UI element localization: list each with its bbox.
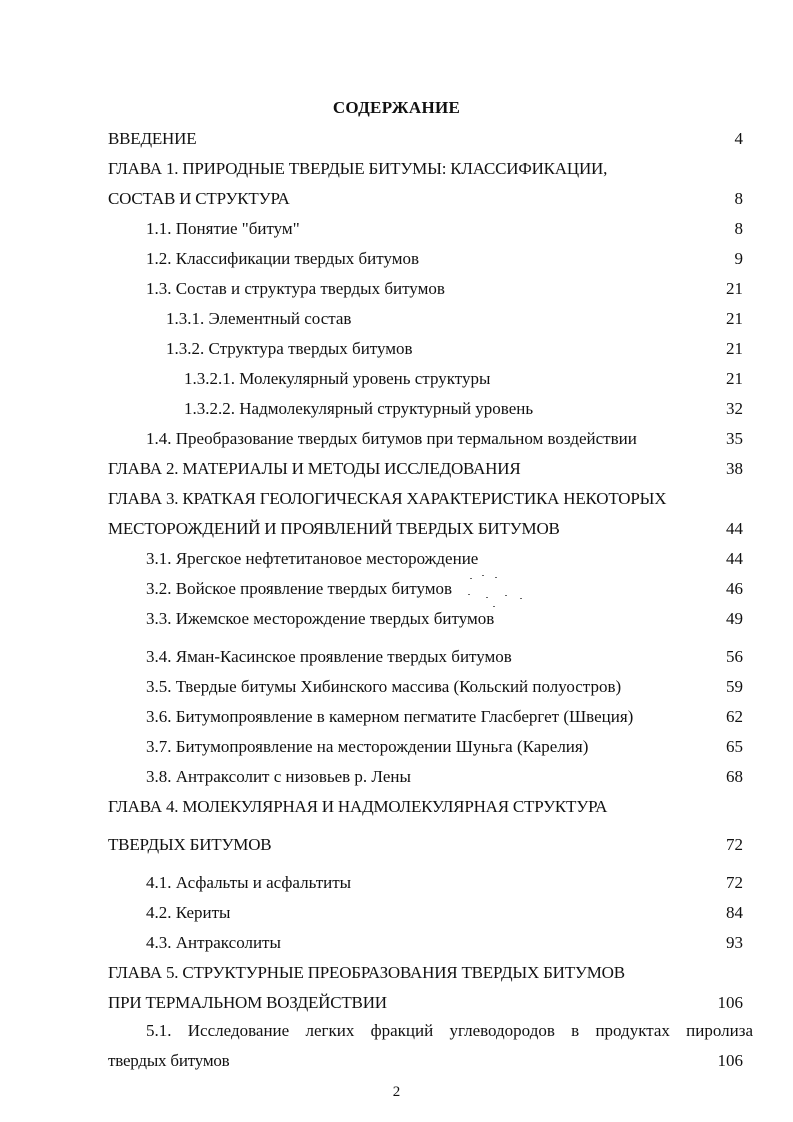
toc-entry[interactable] [0, 487, 793, 511]
toc-entry-page: 84 [726, 903, 743, 922]
toc-entry[interactable] [0, 1049, 793, 1073]
toc-entry-title: ГЛАВА 3. КРАТКАЯ ГЕОЛОГИЧЕСКАЯ ХАРАКТЕРИСТИКА НЕКОТОРЫХ [108, 489, 667, 508]
toc-entry[interactable] [0, 991, 793, 1015]
toc-entry-title: 1.4. Преобразование твердых битумов при термальном воздействии [146, 429, 637, 448]
toc-entry-title: 1.3. Состав и структура твердых битумов [146, 279, 445, 298]
toc-entry-title: ТВЕРДЫХ БИТУМОВ [108, 835, 272, 854]
toc-entry[interactable] [0, 765, 793, 789]
toc-entry[interactable] [0, 367, 793, 391]
toc-entry[interactable] [0, 871, 793, 895]
toc-entry-title: СОСТАВ И СТРУКТУРА [108, 189, 290, 208]
toc-entry-title: 1.3.2.1. Молекулярный уровень структуры [184, 369, 491, 388]
scan-speck [482, 575, 484, 576]
scan-speck [520, 598, 522, 599]
toc-entry-page: 65 [726, 737, 743, 756]
toc-entry[interactable] [0, 705, 793, 729]
toc-entry[interactable] [0, 577, 793, 601]
toc-entry[interactable] [0, 217, 793, 241]
toc-entry[interactable] [0, 187, 793, 211]
toc-entry[interactable] [0, 795, 793, 819]
toc-entry[interactable] [0, 157, 793, 181]
scan-speck [468, 594, 470, 595]
toc-entry[interactable] [0, 1019, 793, 1043]
toc-entry-title: 3.5. Твердые битумы Хибинского массива (Кольский полуостров) [146, 677, 622, 696]
scan-speck [486, 597, 488, 598]
toc-entry-page: 49 [726, 609, 743, 628]
toc-entry-title: 3.2. Войское проявление твердых битумов [146, 579, 453, 598]
toc-entry-page: 21 [726, 309, 743, 328]
toc-entry-title: 3.6. Битумопроявление в камерном пегматите Гласбергет (Швеция) [146, 707, 634, 726]
toc-entry[interactable] [0, 547, 793, 571]
toc-entry-page: 62 [726, 707, 743, 726]
page-title: СОДЕРЖАНИЕ [332, 98, 461, 117]
toc-entry-title: 3.4. Яман-Касинское проявление твердых битумов [146, 647, 512, 666]
page-number: 2 [392, 1084, 401, 1100]
toc-entry-title: 4.3. Антраксолиты [146, 933, 281, 952]
toc-entry-page: 8 [734, 219, 743, 238]
toc-entry-title: 1.3.2. Структура твердых битумов [166, 339, 413, 358]
toc-entry-page: 72 [726, 835, 743, 854]
scan-speck [505, 595, 507, 596]
toc-entry-title: ГЛАВА 1. ПРИРОДНЫЕ ТВЕРДЫЕ БИТУМЫ: КЛАССИФИКАЦИИ, [108, 159, 608, 178]
scan-speck [495, 577, 497, 578]
toc-entry-page: 35 [726, 429, 743, 448]
toc-entry-page: 56 [726, 647, 743, 666]
scan-speck [493, 606, 495, 607]
toc-entry[interactable] [0, 961, 793, 985]
toc-entry-page: 68 [726, 767, 743, 786]
toc-entry[interactable] [0, 307, 793, 331]
toc-entry[interactable] [0, 645, 793, 669]
toc-entry[interactable] [0, 247, 793, 271]
toc-entry-title: ГЛАВА 2. МАТЕРИАЛЫ И МЕТОДЫ ИССЛЕДОВАНИЯ [108, 459, 521, 478]
toc-entry-page: 32 [726, 399, 743, 418]
toc-entry[interactable] [0, 931, 793, 955]
toc-entry-page: 106 [717, 1051, 743, 1070]
toc-entry-title: ГЛАВА 4. МОЛЕКУЛЯРНАЯ И НАДМОЛЕКУЛЯРНАЯ СТРУКТУРА [108, 797, 608, 816]
toc-entry-page: 93 [726, 933, 743, 952]
toc-entry[interactable] [0, 517, 793, 541]
toc-entry-page: 9 [734, 249, 743, 268]
toc-entry-title: 1.1. Понятие "битум" [146, 219, 300, 238]
toc-entry-title: 1.3.2.2. Надмолекулярный структурный уровень [184, 399, 534, 418]
toc-entry-page: 72 [726, 873, 743, 892]
toc-entry[interactable] [0, 607, 793, 631]
toc-entry[interactable] [0, 127, 793, 151]
toc-entry-title: ВВЕДЕНИЕ [108, 129, 197, 148]
toc-entry-title: МЕСТОРОЖДЕНИЙ И ПРОЯВЛЕНИЙ ТВЕРДЫХ БИТУМОВ [108, 519, 560, 538]
scan-speck [470, 578, 472, 579]
toc-entry-page: 38 [726, 459, 743, 478]
toc-entry-page: 21 [726, 339, 743, 358]
toc-entry-title: 1.2. Классификации твердых битумов [146, 249, 420, 268]
toc-entry[interactable] [0, 675, 793, 699]
toc-entry[interactable] [0, 833, 793, 857]
toc-entry[interactable] [0, 735, 793, 759]
toc-entry-page: 44 [726, 519, 743, 538]
toc-entry-page: 4 [734, 129, 743, 148]
toc-entry-title: 3.3. Ижемское месторождение твердых битумов [146, 609, 495, 628]
toc-entry[interactable] [0, 427, 793, 451]
toc-entry[interactable] [0, 457, 793, 481]
toc-entry-title: 3.7. Битумопроявление на месторождении Шуньга (Карелия) [146, 737, 589, 756]
toc-entry-page: 8 [734, 189, 743, 208]
toc-entry-title: твердых битумов [108, 1051, 230, 1070]
toc-entry-page: 21 [726, 279, 743, 298]
toc-entry-title: 1.3.1. Элементный состав [166, 309, 352, 328]
toc-entry[interactable] [0, 397, 793, 421]
toc-entry-page: 21 [726, 369, 743, 388]
toc-entry[interactable] [0, 901, 793, 925]
toc-entry-page: 59 [726, 677, 743, 696]
toc-entry-page: 44 [726, 549, 743, 568]
toc-entry-title: 3.8. Антраксолит с низовьев р. Лены [146, 767, 411, 786]
toc-entry-title: 3.1. Ярегское нефтетитановое месторождение [146, 549, 479, 568]
toc-entry[interactable] [0, 337, 793, 361]
toc-entry-page: 46 [726, 579, 743, 598]
toc-entry-title: ПРИ ТЕРМАЛЬНОМ ВОЗДЕЙСТВИИ [108, 993, 387, 1012]
toc-entry-title: 4.1. Асфальты и асфальтиты [146, 873, 352, 892]
toc-entry-title: 4.2. Кериты [146, 903, 231, 922]
toc-entry-title: 5.1. Исследование легких фракций углеводородов в продуктах пиролиза [146, 1021, 753, 1040]
toc-entry[interactable] [0, 277, 793, 301]
toc-entry-page: 106 [717, 993, 743, 1012]
toc-entry-title: ГЛАВА 5. СТРУКТУРНЫЕ ПРЕОБРАЗОВАНИЯ ТВЕРДЫХ БИТУМОВ [108, 963, 625, 982]
